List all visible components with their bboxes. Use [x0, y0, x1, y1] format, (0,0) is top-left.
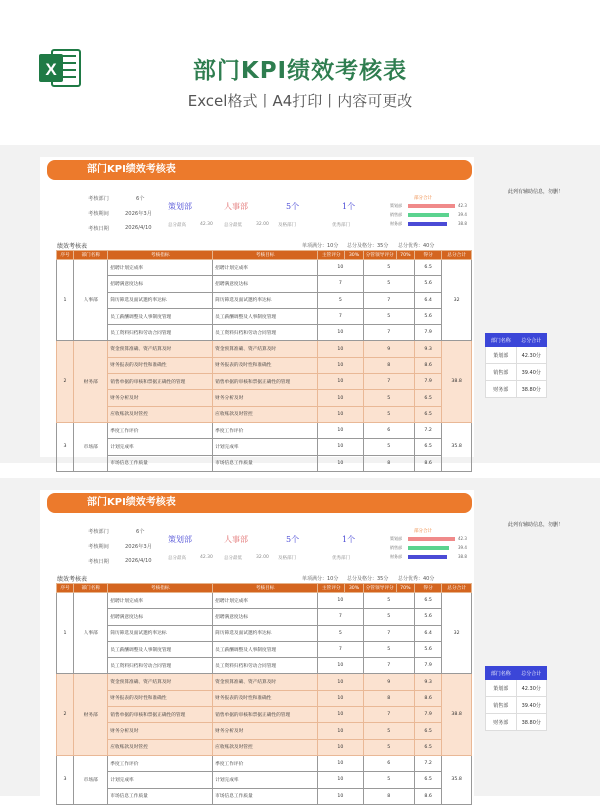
table-cell: 应收账款及时管控: [108, 406, 213, 422]
sheet-banner: 部门KPI绩效考核表: [47, 493, 472, 513]
table-cell: 市场信息工作质量: [213, 455, 318, 471]
table-cell: 8.6: [414, 690, 441, 706]
table-cell: 5.6: [414, 276, 441, 292]
table-cell: 市场信息工作质量: [108, 455, 213, 471]
summary-cell: 财务部: [486, 714, 517, 731]
table-cell: 5: [363, 739, 414, 755]
info-value: 6个: [136, 529, 145, 535]
table-cell: 5: [363, 406, 414, 422]
card-small-value: 32.00: [256, 222, 269, 227]
table-cell: 5: [363, 609, 414, 625]
column-header: 分管领导评分: [363, 584, 396, 593]
table-cell: 招聘计划完成率: [108, 593, 213, 609]
table-cell: 财务报表的及时性和准确性: [213, 690, 318, 706]
table-row: [57, 276, 472, 292]
column-header: 考核指标: [108, 251, 213, 260]
table-cell: 简历筛选及面试邀约率达标: [213, 292, 318, 308]
mini-bar-row: [390, 545, 470, 550]
info-value: 2026年3月: [125, 211, 152, 217]
table-cell: 32: [442, 260, 472, 341]
table-cell: 10: [318, 455, 364, 471]
meta-excellent: 总分优秀：40分: [398, 576, 435, 582]
table-cell: 32: [442, 593, 472, 674]
mini-bar-label: 策划部: [390, 536, 402, 541]
table-cell: 9: [363, 341, 414, 357]
card-label: 总分最低: [224, 223, 242, 228]
table-cell: 10: [318, 325, 364, 341]
table-cell: 财务分析及时: [213, 723, 318, 739]
table-row: [57, 707, 472, 723]
table-cell: 招聘满意度达标: [108, 609, 213, 625]
mini-bar-value: 38.8: [458, 554, 467, 559]
summary-header: 部门名称: [486, 667, 517, 680]
mini-bar-label: 销售部: [390, 545, 402, 550]
spreadsheet: [40, 157, 474, 467]
table-cell: 5: [363, 260, 414, 276]
table-cell: 6.5: [414, 739, 441, 755]
table-cell: 员工资料归档和劳动合同管理: [108, 658, 213, 674]
table-cell: 招聘满意度达标: [108, 276, 213, 292]
card-value: 1个: [342, 202, 356, 211]
column-header: 30%: [345, 584, 363, 593]
table-cell: 6.5: [414, 260, 441, 276]
summary-cell: 销售部: [486, 364, 517, 381]
summary-table: [485, 666, 547, 731]
table-row: [57, 593, 472, 609]
column-header: 考核指标: [108, 584, 213, 593]
table-cell: 财务部: [74, 341, 108, 422]
column-header: 总分合计: [442, 584, 472, 593]
meta-pass: 总分及格分：35分: [347, 576, 389, 582]
card-value: 人事部: [224, 202, 248, 211]
table-row: [57, 690, 472, 706]
table-cell: 5: [363, 723, 414, 739]
info-label: 考核期间: [88, 211, 109, 217]
info-label: 考核期间: [88, 544, 109, 550]
summary-cell: 42.30分: [516, 347, 547, 364]
column-header: 主管评分: [318, 251, 345, 260]
mini-bar-value: 42.3: [458, 203, 467, 208]
table-row: [57, 308, 472, 324]
column-header: 部门名称: [74, 584, 108, 593]
table-cell: 6.5: [414, 593, 441, 609]
table-cell: 计划完成率: [108, 439, 213, 455]
column-header: 得分: [414, 584, 441, 593]
table-cell: 10: [318, 788, 364, 804]
table-cell: 人事部: [74, 593, 108, 674]
summary-cell: 38.80分: [516, 714, 547, 731]
card-label: 及格部门: [278, 223, 296, 228]
summary-header: 总分合计: [516, 334, 547, 347]
page-subtitle: Excel格式丨A4打印丨内容可更改: [187, 92, 413, 110]
table-cell: 10: [318, 406, 364, 422]
column-header: 考核目标: [213, 584, 318, 593]
info-label: 考核部门: [88, 529, 109, 535]
table-cell: 5: [363, 772, 414, 788]
page-title: 部门KPI绩效考核表: [192, 58, 408, 84]
table-cell: 10: [318, 690, 364, 706]
column-header: 70%: [396, 584, 414, 593]
mini-bar-value: 39.4: [458, 212, 467, 217]
table-cell: 应收账款及时管控: [108, 739, 213, 755]
table-cell: 9.3: [414, 674, 441, 690]
table-cell: 6.5: [414, 406, 441, 422]
mini-bar-label: 财务部: [390, 221, 402, 226]
table-row: [57, 390, 472, 406]
table-cell: 员工资料归档和劳动合同管理: [213, 658, 318, 674]
table-row: [57, 723, 472, 739]
table-cell: 35.8: [442, 422, 472, 471]
table-cell: 财务报表的及时性和准确性: [108, 357, 213, 373]
table-row: [57, 422, 472, 438]
table-cell: 招聘计划完成率: [108, 260, 213, 276]
mini-bar-label: 销售部: [390, 212, 402, 217]
table-cell: 10: [318, 260, 364, 276]
table-cell: 38.8: [442, 341, 472, 422]
table-cell: 7.9: [414, 707, 441, 723]
table-cell: 5.6: [414, 609, 441, 625]
sheet-banner: 部门KPI绩效考核表: [47, 160, 472, 180]
meta-excellent: 总分优秀：40分: [398, 243, 435, 249]
table-cell: 9: [363, 674, 414, 690]
table-cell: 7.9: [414, 374, 441, 390]
table-cell: 5: [363, 308, 414, 324]
table-cell: 销售单据的审核和票据正确性的管理: [108, 707, 213, 723]
table-row: [57, 455, 472, 471]
table-cell: 10: [318, 357, 364, 373]
table-cell: 6.4: [414, 625, 441, 641]
mini-bar: [408, 204, 455, 208]
table-cell: 季度工作评价: [213, 422, 318, 438]
table-cell: 3: [57, 755, 74, 804]
table-cell: 5: [363, 641, 414, 657]
hero: [0, 0, 600, 140]
column-header: 分管领导评分: [363, 251, 396, 260]
table-cell: 8.6: [414, 455, 441, 471]
card-small-value: 32.00: [256, 555, 269, 560]
table-cell: 10: [318, 439, 364, 455]
summary-cell: 销售部: [486, 697, 517, 714]
table-cell: 1: [57, 593, 74, 674]
table-cell: 7.2: [414, 755, 441, 771]
info-value: 6个: [136, 196, 145, 202]
table-cell: 10: [318, 674, 364, 690]
mini-chart-title: 部分合计: [414, 196, 432, 201]
table-cell: 2: [57, 674, 74, 755]
table-cell: 简历筛选及面试邀约率达标: [108, 625, 213, 641]
card-value: 5个: [286, 202, 300, 211]
card-small-value: 42.30: [200, 222, 213, 227]
table-cell: 7: [363, 658, 414, 674]
table-cell: 7.2: [414, 422, 441, 438]
table-cell: 7: [363, 374, 414, 390]
info-value: 2026年3月: [125, 544, 152, 550]
table-cell: 招聘满意度达标: [213, 276, 318, 292]
mini-bar-row: [390, 221, 470, 226]
table-cell: 销售单据的审核和票据正确性的管理: [213, 374, 318, 390]
summary-cell: 42.30分: [516, 680, 547, 697]
table-cell: 季度工作评价: [108, 422, 213, 438]
table-cell: 5: [363, 390, 414, 406]
table-cell: 7: [363, 325, 414, 341]
table-cell: 10: [318, 739, 364, 755]
table-cell: 招聘满意度达标: [213, 609, 318, 625]
table-cell: 3: [57, 422, 74, 471]
table-row: [57, 772, 472, 788]
info-label: 考核部门: [88, 196, 109, 202]
info-label: 考核日期: [88, 559, 109, 565]
table-cell: 35.8: [442, 755, 472, 804]
table-row: [57, 755, 472, 771]
table-cell: 38.8: [442, 674, 472, 755]
table-cell: 员工薪酬调整及人事制度管理: [108, 308, 213, 324]
meta-pass: 总分及格分：35分: [347, 243, 389, 249]
table-cell: 5: [363, 593, 414, 609]
summary-cell: 38.80分: [516, 381, 547, 398]
mini-bar-value: 42.3: [458, 536, 467, 541]
mini-bar-value: 38.8: [458, 221, 467, 226]
card-label: 优秀部门: [332, 223, 350, 228]
table-cell: 6.4: [414, 292, 441, 308]
table-row: [57, 641, 472, 657]
table-label: 绩效考核表: [57, 243, 88, 250]
table-row: [57, 292, 472, 308]
summary-cell: 39.40分: [516, 697, 547, 714]
table-row: [57, 260, 472, 276]
kpi-table: [56, 583, 472, 805]
table-row: [57, 357, 472, 373]
table-cell: 10: [318, 772, 364, 788]
table-cell: 市场部: [74, 422, 108, 471]
card-value: 策划部: [168, 535, 192, 544]
column-header: 序号: [57, 584, 74, 593]
table-cell: 8.6: [414, 357, 441, 373]
table-cell: 市场部: [74, 755, 108, 804]
table-cell: 简历筛选及面试邀约率达标: [108, 292, 213, 308]
card-value: 人事部: [224, 535, 248, 544]
table-cell: 7: [363, 707, 414, 723]
column-header: 30%: [345, 251, 363, 260]
side-note: 此列有辅助信息，勿删！: [508, 522, 564, 528]
table-cell: 招聘计划完成率: [213, 260, 318, 276]
table-cell: 5: [363, 439, 414, 455]
mini-bar: [408, 537, 455, 541]
mini-bar-row: [390, 212, 470, 217]
table-row: [57, 625, 472, 641]
table-cell: 招聘计划完成率: [213, 593, 318, 609]
table-cell: 资金预算准确、资产结算及时: [213, 341, 318, 357]
table-cell: 8: [363, 690, 414, 706]
table-row: [57, 658, 472, 674]
table-cell: 7: [318, 641, 364, 657]
table-cell: 资金预算准确、资产结算及时: [108, 341, 213, 357]
table-cell: 10: [318, 374, 364, 390]
column-header: 考核目标: [213, 251, 318, 260]
table-row: [57, 739, 472, 755]
table-row: [57, 788, 472, 804]
table-cell: 资金预算准确、资产结算及时: [108, 674, 213, 690]
table-cell: 6: [363, 422, 414, 438]
column-header: 主管评分: [318, 584, 345, 593]
table-cell: 财务分析及时: [108, 390, 213, 406]
meta-full: 单项满分：10分: [302, 576, 339, 582]
table-cell: 8: [363, 357, 414, 373]
table-cell: 员工薪酬调整及人事制度管理: [108, 641, 213, 657]
table-cell: 7: [363, 292, 414, 308]
table-cell: 7: [363, 625, 414, 641]
mini-bar-row: [390, 203, 470, 208]
table-cell: 员工薪酬调整及人事制度管理: [213, 308, 318, 324]
table-cell: 财务分析及时: [213, 390, 318, 406]
table-row: [57, 609, 472, 625]
table-cell: 员工薪酬调整及人事制度管理: [213, 641, 318, 657]
table-cell: 市场信息工作质量: [213, 788, 318, 804]
table-cell: 季度工作评价: [213, 755, 318, 771]
table-cell: 应收账款及时管控: [213, 739, 318, 755]
table-cell: 7: [318, 308, 364, 324]
summary-header: 总分合计: [516, 667, 547, 680]
table-cell: 10: [318, 593, 364, 609]
mini-bar-label: 策划部: [390, 203, 402, 208]
mini-chart-title: 部分合计: [414, 529, 432, 534]
card-value: 1个: [342, 535, 356, 544]
table-cell: 7: [318, 609, 364, 625]
table-cell: 10: [318, 755, 364, 771]
card-label: 总分最高: [168, 223, 186, 228]
table-cell: 6.5: [414, 439, 441, 455]
card-small-value: 42.30: [200, 555, 213, 560]
table-cell: 应收账款及时管控: [213, 406, 318, 422]
table-cell: 销售单据的审核和票据正确性的管理: [108, 374, 213, 390]
table-cell: 员工资料归档和劳动合同管理: [213, 325, 318, 341]
card-value: 5个: [286, 535, 300, 544]
mini-bar: [408, 222, 447, 226]
spreadsheet: [40, 490, 474, 800]
table-cell: 5: [318, 292, 364, 308]
table-cell: 7.9: [414, 658, 441, 674]
card-label: 优秀部门: [332, 556, 350, 561]
table-cell: 10: [318, 723, 364, 739]
table-label: 绩效考核表: [57, 576, 88, 583]
summary-cell: 策划部: [486, 680, 517, 697]
summary-table: [485, 333, 547, 398]
table-cell: 6.5: [414, 390, 441, 406]
table-row: [57, 674, 472, 690]
table-cell: 9.3: [414, 341, 441, 357]
table-cell: 计划完成率: [213, 439, 318, 455]
meta-full: 单项满分：10分: [302, 243, 339, 249]
table-row: [57, 325, 472, 341]
table-cell: 8: [363, 455, 414, 471]
table-cell: 财务部: [74, 674, 108, 755]
table-row: [57, 374, 472, 390]
summary-cell: 财务部: [486, 381, 517, 398]
table-cell: 销售单据的审核和票据正确性的管理: [213, 707, 318, 723]
side-note: 此列有辅助信息，勿删！: [508, 189, 564, 195]
mini-bar: [408, 555, 447, 559]
table-cell: 8.6: [414, 788, 441, 804]
table-cell: 市场信息工作质量: [108, 788, 213, 804]
table-cell: 7.9: [414, 325, 441, 341]
column-header: 部门名称: [74, 251, 108, 260]
table-cell: 人事部: [74, 260, 108, 341]
table-cell: 员工资料归档和劳动合同管理: [108, 325, 213, 341]
table-row: [57, 406, 472, 422]
table-cell: 10: [318, 658, 364, 674]
summary-header: 部门名称: [486, 334, 517, 347]
table-cell: 计划完成率: [213, 772, 318, 788]
svg-text:X: X: [45, 60, 57, 79]
column-header: 序号: [57, 251, 74, 260]
table-cell: 季度工作评价: [108, 755, 213, 771]
info-value: 2026/4/10: [125, 558, 152, 564]
table-cell: 8: [363, 788, 414, 804]
card-label: 总分最高: [168, 556, 186, 561]
column-header: 总分合计: [442, 251, 472, 260]
table-cell: 5.6: [414, 641, 441, 657]
info-label: 考核日期: [88, 226, 109, 232]
table-cell: 6.5: [414, 772, 441, 788]
table-cell: 财务报表的及时性和准确性: [213, 357, 318, 373]
table-cell: 财务报表的及时性和准确性: [108, 690, 213, 706]
table-cell: 10: [318, 707, 364, 723]
mini-bar-value: 39.4: [458, 545, 467, 550]
summary-cell: 39.40分: [516, 364, 547, 381]
table-cell: 2: [57, 341, 74, 422]
mini-bar-label: 财务部: [390, 554, 402, 559]
table-cell: 5: [318, 625, 364, 641]
column-header: 得分: [414, 251, 441, 260]
card-label: 总分最低: [224, 556, 242, 561]
table-cell: 5.6: [414, 308, 441, 324]
mini-bar: [408, 213, 449, 217]
table-cell: 5: [363, 276, 414, 292]
table-cell: 资金预算准确、资产结算及时: [213, 674, 318, 690]
table-cell: 简历筛选及面试邀约率达标: [213, 625, 318, 641]
table-cell: 计划完成率: [108, 772, 213, 788]
table-cell: 7: [318, 276, 364, 292]
info-value: 2026/4/10: [125, 225, 152, 231]
table-row: [57, 439, 472, 455]
card-value: 策划部: [168, 202, 192, 211]
table-cell: 财务分析及时: [108, 723, 213, 739]
mini-bar-row: [390, 554, 470, 559]
mini-bar: [408, 546, 449, 550]
summary-cell: 策划部: [486, 347, 517, 364]
table-cell: 10: [318, 390, 364, 406]
column-header: 70%: [396, 251, 414, 260]
table-row: [57, 341, 472, 357]
mini-bar-row: [390, 536, 470, 541]
table-cell: 10: [318, 341, 364, 357]
kpi-table: [56, 250, 472, 472]
card-label: 及格部门: [278, 556, 296, 561]
table-cell: 6.5: [414, 723, 441, 739]
table-cell: 10: [318, 422, 364, 438]
table-cell: 6: [363, 755, 414, 771]
table-cell: 1: [57, 260, 74, 341]
